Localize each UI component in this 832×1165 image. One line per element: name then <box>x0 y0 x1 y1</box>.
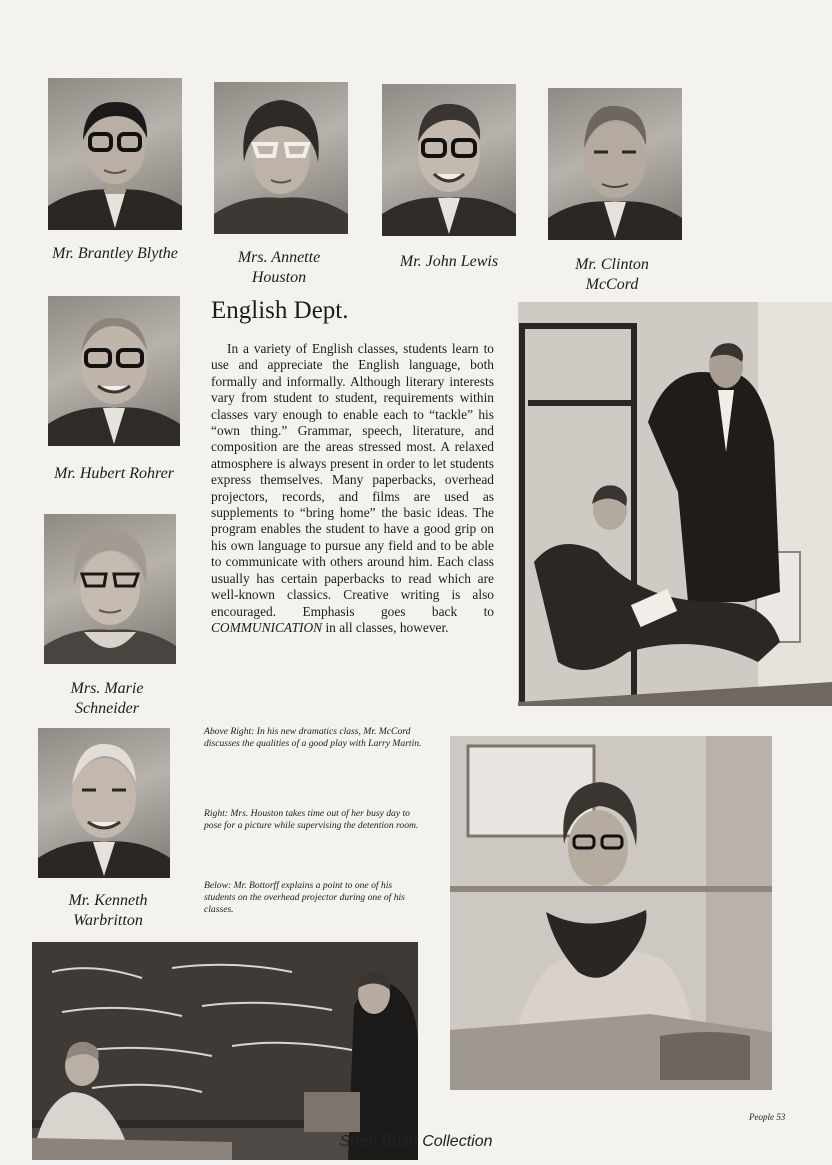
photo-overhead-projector-class <box>32 942 418 1160</box>
staff-name-caption: Mrs. Marie Schneider <box>70 680 144 717</box>
staff-name-caption: Mrs. Annette Houston <box>237 249 321 286</box>
section-body: In a variety of English classes, students learn to use and appreciate the English language, both formally and informally. Although literary interests vary from student to student, requirements within classes vary enough to enable each to “tackle” his “own thing.” Grammar, speech, literature, and composition are the areas stressed most. A relaxed atmosphere is always present in order to let students express themselves. Many paperbacks, overhead projectors, records, and films are used as supplements to “bring home” the basic ideas. The program enables the student to have a good grip on his own language to pursue any field and to be able to communicate with others around him. Each class usually has certain paperbacks to read which are well-known classics. Creative writing is also encouraged. Emphasis goes back to COMMUNICATION in all classes, however. <box>211 341 494 635</box>
portrait-houston <box>214 82 348 234</box>
portrait-warbritton <box>38 728 170 878</box>
portrait-blythe <box>48 78 182 230</box>
portrait-figure <box>214 82 348 234</box>
page-folio: People 53 <box>749 1112 786 1122</box>
caption-below: Below: Mr. Bottorff explains a point to one of his students on the overhead projector during one of his classes. <box>204 880 405 915</box>
staff-name-caption: Mr. Clinton McCord <box>575 256 649 293</box>
portrait-figure <box>48 296 180 446</box>
photo-scene <box>32 942 418 1160</box>
staff-name-caption: Mr. Hubert Rohrer <box>54 465 174 482</box>
photo-scene <box>450 736 772 1090</box>
caption-right: Right: Mrs. Houston takes time out of her busy day to pose for a picture while supervising the detention room. <box>204 808 419 831</box>
photo-scene <box>518 302 832 706</box>
photo-detention-room <box>450 736 772 1090</box>
staff-name-caption: Mr. Brantley Blythe <box>52 245 178 262</box>
portrait-schneider <box>44 514 176 664</box>
portrait-figure <box>382 84 516 236</box>
portrait-rohrer <box>48 296 180 446</box>
body-emphasis: COMMUNICATION <box>211 619 323 635</box>
section-title: English Dept. <box>211 297 349 324</box>
portrait-figure <box>44 514 176 664</box>
photo-dramatics-class <box>518 302 832 706</box>
portrait-lewis <box>382 84 516 236</box>
portrait-figure <box>548 88 682 240</box>
caption-above-right: Above Right: In his new dramatics class, Mr. McCord discusses the qualities of a good play with Larry Martin. <box>204 726 422 749</box>
staff-name-caption: Mr. Kenneth Warbritton <box>68 892 148 929</box>
collection-watermark: Sheri Bush Collection <box>339 1133 493 1150</box>
portrait-figure <box>48 78 182 230</box>
staff-name-caption: Mr. John Lewis <box>399 253 499 270</box>
portrait-figure <box>38 728 170 878</box>
portrait-mccord <box>548 88 682 240</box>
